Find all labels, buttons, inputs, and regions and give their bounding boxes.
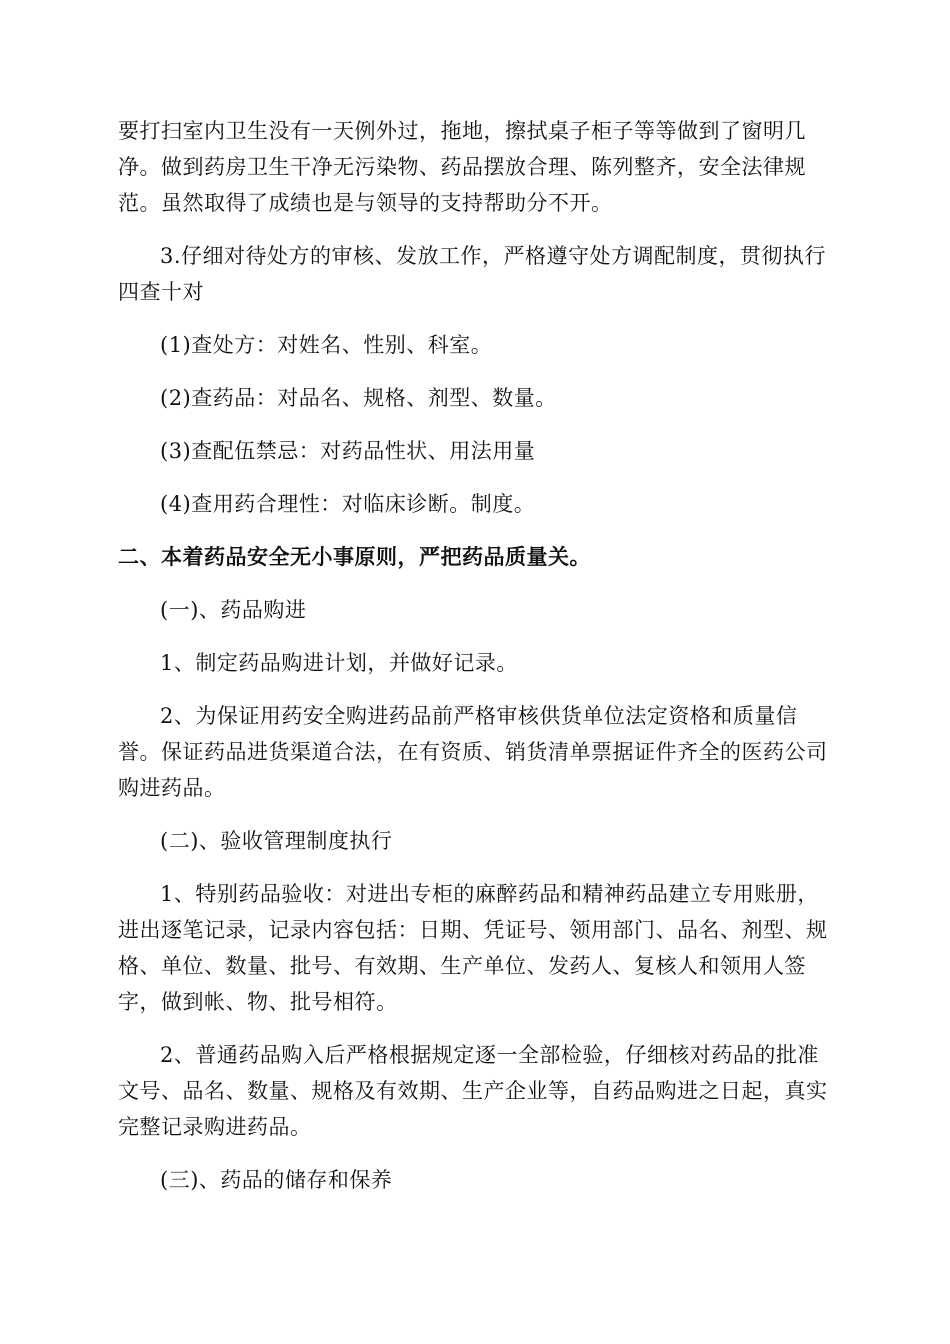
paragraph-check-rationality: (4)查用药合理性：对临床诊断。制度。 xyxy=(160,492,536,516)
paragraph-purchase-plan: 1、制定药品购进计划，并做好记录。 xyxy=(160,651,518,675)
paragraph-general-drug-inspection: 2、普通药品购入后严格根据规定逐一全部检验，仔细核对药品的批准文号、品名、数量、规格及有效期、生产企业等，自药品购进之日起，真实完整记录购进药品。 xyxy=(118,1043,828,1139)
subsection-heading-storage: (三)、药品的储存和保养 xyxy=(160,1168,393,1192)
paragraph-hygiene: 要打扫室内卫生没有一天例外过，拖地，擦拭桌子柜子等等做到了窗明几净。做到药房卫生干净无污染物、药品摆放合理、陈列整齐，安全法律规范。虽然取得了成绩也是与领导的支持帮助分不开。 xyxy=(118,119,806,215)
section-heading-quality: 二、本着药品安全无小事原则，严把药品质量关。 xyxy=(118,544,591,569)
document-body xyxy=(118,113,834,1215)
subsection-heading-acceptance: (二)、验收管理制度执行 xyxy=(160,829,393,853)
paragraph-prescription-review: 3.仔细对待处方的审核、发放工作，严格遵守处方调配制度，贯彻执行四查十对 xyxy=(118,244,827,304)
paragraph-special-drug-acceptance: 1、特别药品验收：对进出专柜的麻醉药品和精神药品建立专用账册，进出逐笔记录，记录内容包括：日期、凭证号、领用部门、品名、剂型、规格、单位、数量、批号、有效期、生产单位、发药人、复核人和领用人签字，做到帐、物、批号相符。 xyxy=(118,882,828,1014)
paragraph-check-compatibility: (3)查配伍禁忌：对药品性状、用法用量 xyxy=(160,439,536,463)
paragraph-check-drug: (2)查药品：对品名、规格、剂型、数量。 xyxy=(160,386,557,410)
paragraph-supplier-review: 2、为保证用药安全购进药品前严格审核供货单位法定资格和质量信誉。保证药品进货渠道合法，在有资质、销货清单票据证件齐全的医药公司购进药品。 xyxy=(118,704,828,800)
subsection-heading-purchase: (一)、药品购进 xyxy=(160,598,307,622)
paragraph-check-prescription: (1)查处方：对姓名、性别、科室。 xyxy=(160,333,493,357)
